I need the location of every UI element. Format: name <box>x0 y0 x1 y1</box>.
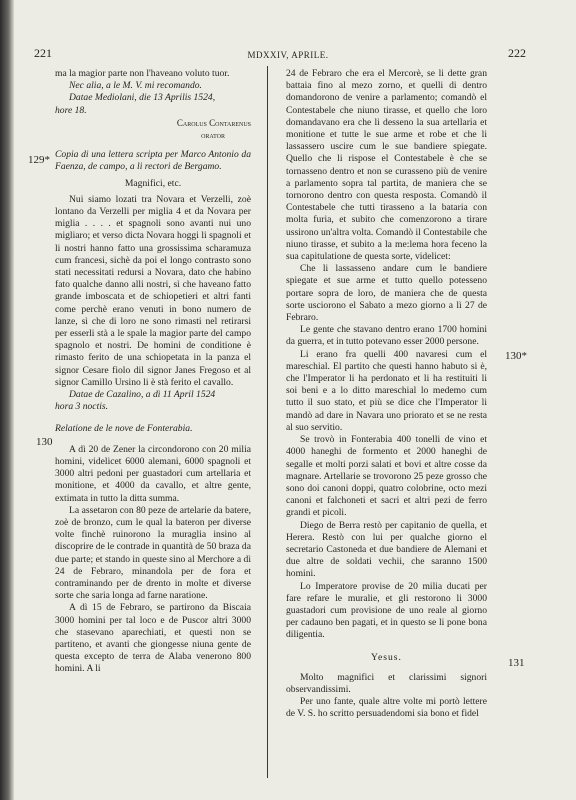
paragraph: 24 de Febraro che era el Mercorè, se li dette gran battaia fino al mezo zorno, et quelli di dentro domandorono de venire a parlamento; comandò el Contestabele che niuno tirasse, et quello che loro domandavano era che li desseno la sua artellaria et monitione et tutte le sue arme et robe et che li lassassero uscire cum le sue bandiere spiegate. Quello che li rispose el Contestabele è che se tornasseno dentro et non se curasseno più de venire a parlamento sopra tal partita, de maniera che se tornorono dentro con questa resposta. Comandò il Contestabele che tutti tirasseno a la bataria con molta furia, et subito che comenzorono a tirare ussirono un'altra volta. Comandò il Contestabile che niuno tirasse, et subito a la me:lema hora feceno la sua capitulatione de questa sorte, videlicet: <box>286 68 487 263</box>
paragraph: A dì 20 de Zener la circondorono con 20 milia homini, videlicet 6000 alemani, 6000 spagnoli et 3000 altri pedoni per guastadori cum artellaria et monitione, et 4000 da cavallo, et altre gente, extimata in tutto la ditta summa. <box>55 443 251 504</box>
letter-title: Copia di una lettera scripta per Marco Antonio da Faenza, de campo, a li rectori de Bergamo. <box>55 149 251 173</box>
dateline-hour: hore 18. <box>55 104 87 116</box>
paragraph: Li erano fra quelli 400 navaresi cum el mareschial. El partito che questi hanno habuto si è, che l'Imperator li ha perdonato et li ha restituiti li soi beni e a lo ditto mareschial lo medemo cum tutto il suo stato, et più se dice che l'Imperator li mandò ad dare in Navara uno priorato et se ne resta al suo servitio. <box>286 348 487 433</box>
section-heading: Yesus. <box>371 651 402 663</box>
salutation: Molto magnifici et clarissimi signori observandissimi. <box>286 671 487 695</box>
signature-title: orator <box>201 130 225 141</box>
dateline: Datae Mediolani, die 13 Aprilis 1524, <box>69 92 216 104</box>
book-spine-shadow <box>0 0 14 800</box>
margin-number-129: 129* <box>28 154 50 166</box>
paragraph: Che li lassasseno andare cum le bandiere spiegate et sue arme et tutto quello potesseno portare sopra de loro, de maniera che de questa sorte usciorono el Sabato a mezo giorno a lì 27 de Febraro. <box>286 263 487 324</box>
salutation: Magnifici, etc. <box>124 177 182 189</box>
paragraph: Diego de Berra restò per capitanio de quella, et Herera. Restò con lui per qualche giorno el secretario Castoneda et due bandiere de Alemani et due altre de soldati vechii, che saranno 1500 homini. <box>286 519 487 580</box>
margin-number-131: 131 <box>508 657 525 669</box>
dateline-hour: hora 3 noctis. <box>55 401 109 413</box>
letter-body: Nui siamo lozati tra Novara et Verzelli, zoè lontano da Verzelli per miglia 4 et da Novara per miglia . . . . et spagnoli sono avanti nui uno migliaro; et verso dicta Novara hoggi li spagnoli et li nostri hanno fatto una grossissima scharamuza cum francesi, sichè da poi el longo contrasto sono stati necessitati redursi a Novara, dato che habino fato qualche danno alli nostri, sì che haveano fatto grande imboscata et de schiopetieri et altri fanti come perchè erano venuti in bono numero de lanze, sì che di loro ne sono rimasti nel retirarsi per esserli stà a le spale la magior parte del campo spagnolo et nostri. De homini de conditione è rimasto ferito de una schiopetata in la panza el signor Cesare fiolo dil signor Janes Fregoso et al signor Camillo Ursino li è stà ferito el cavallo. <box>55 193 251 388</box>
column-divider <box>267 66 268 778</box>
paragraph: Se trovò in Fonterabia 400 tonelli de vino et 4000 haneghi de formento et 2000 haneghi de segalle et molti porzi salati et bovi et altre cosse da magnare. Artellarie se trovorono 25 peze grosso che sono doi canoni doppi, quatro colobrine, octo mezi canoni et falchoneti et sacri et altri pezi de ferro grandi et picoli. <box>286 434 487 519</box>
left-page-number: 221 <box>34 46 52 60</box>
paragraph: Lo Imperatore provise de 20 milia ducati per fare refare le muralie, et gli restorono li 3000 guastadori cum provisione de uno reale al giorno per cadauno ben pagati, et in questo se li pone bona diligentia. <box>286 580 487 641</box>
paragraph: Per uno fante, quale altre volte mi portò lettere de V. S. ho scritto persuadendomi sia bono et fidel <box>286 696 487 720</box>
paragraph: A dì 15 de Febraro, se partirono da Biscaia 3000 homini per tal loco e de Puscor altri 3000 che stasevano aparechiati, et questi non se partiteno, et avanti che giongesse niuna gente de questa excepto de terra de Alaba venerono 800 homini. A li <box>55 602 251 675</box>
signature-name: Carolus Contarenus <box>176 117 251 128</box>
paragraph: ma la magior parte non l'haveano voluto tuor. <box>55 68 230 79</box>
left-column <box>55 68 251 676</box>
running-header: MDXXIV, APRILE. <box>247 50 329 60</box>
paragraph: Le gente che stavano dentro erano 1700 homini da guerra, et in tutto potevano esser 2000 persone. <box>286 324 487 348</box>
closing-line: Nec alia, a le M. V. mi recomando. <box>69 80 202 92</box>
margin-number-130-left: 130 <box>36 436 53 448</box>
right-page-number: 222 <box>508 46 526 60</box>
section-title: Relatione de le nove de Fonterabia. <box>55 423 193 435</box>
dateline: Datae de Cazalino, a dì 11 April 1524 <box>69 389 216 401</box>
paragraph: La assetaron con 80 peze de artelarie da batere, zoè de bronzo, cum le qual la bateron per diverse volte finchè ruinorono la muraglia insino al discoprire de le contrade in quantità de 50 braza da due parte; et stando in queste sino al Merchore a dì 24 de Febraro, minandola per de fora et contraminando per de drento in molte et diverse sorte che saria longa ad farne naratione. <box>55 504 251 602</box>
right-column <box>286 68 487 721</box>
margin-number-130-right: 130* <box>505 350 527 362</box>
